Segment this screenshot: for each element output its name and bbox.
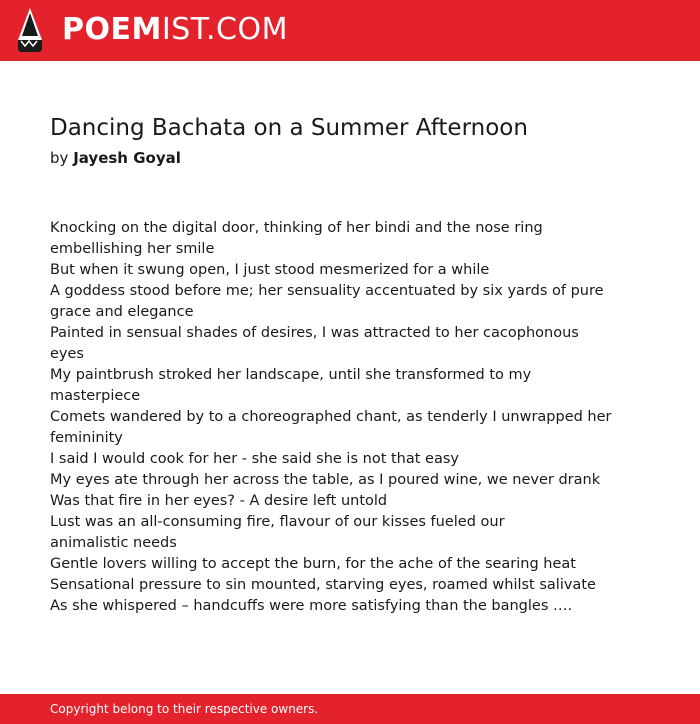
poem-line: Sensational pressure to sin mounted, starving eyes, roamed whilst salivate (50, 577, 596, 593)
poem-line: embellishing her smile (50, 241, 215, 257)
site-logo-link[interactable] (62, 12, 288, 48)
site-header (0, 0, 700, 61)
site-footer (0, 694, 700, 724)
poem-line: eyes (50, 346, 84, 362)
poem-title: Dancing Bachata on a Summer Afternoon (50, 115, 528, 141)
poem-line: Was that fire in her eyes? - A desire left untold (50, 493, 388, 509)
byline-prefix: by (50, 149, 69, 167)
copyright-notice: Copyright belong to their respective owners. (50, 702, 319, 716)
poem-byline (50, 149, 181, 167)
poem-line: Lust was an all-consuming fire, flavour of our kisses fueled our (50, 514, 505, 530)
poem-line: But when it swung open, I just stood mesmerized for a while (50, 262, 490, 278)
poem-line: Knocking on the digital door, thinking of her bindi and the nose ring (50, 220, 543, 236)
poem-line: My eyes ate through her across the table, as I poured wine, we never drank (50, 472, 601, 488)
poem-line: femininity (50, 430, 123, 446)
logo-text-bold: POEM (62, 12, 162, 47)
poem-line: Comets wandered by to a choreographed chant, as tenderly I unwrapped her (50, 409, 612, 425)
poem-line: Painted in sensual shades of desires, I was attracted to her cacophonous (50, 325, 579, 341)
poem-line: masterpiece (50, 388, 141, 404)
poem-line: grace and elegance (50, 304, 194, 320)
poem-line: As she whispered – handcuffs were more satisfying than the bangles …. (50, 598, 573, 614)
poem-line: My paintbrush stroked her landscape, until she transformed to my (50, 367, 532, 383)
author-name: Jayesh Goyal (73, 149, 181, 167)
poem-line: I said I would cook for her - she said she is not that easy (50, 451, 459, 467)
logo-text-light: IST.COM (161, 12, 288, 47)
poem-body (50, 218, 610, 617)
poem-line: A goddess stood before me; her sensuality accentuated by six yards of pure (50, 283, 604, 299)
poem-line: animalistic needs (50, 535, 177, 551)
pencil-logo-icon[interactable] (16, 8, 44, 52)
poem-line: Gentle lovers willing to accept the burn, for the ache of the searing heat (50, 556, 576, 572)
